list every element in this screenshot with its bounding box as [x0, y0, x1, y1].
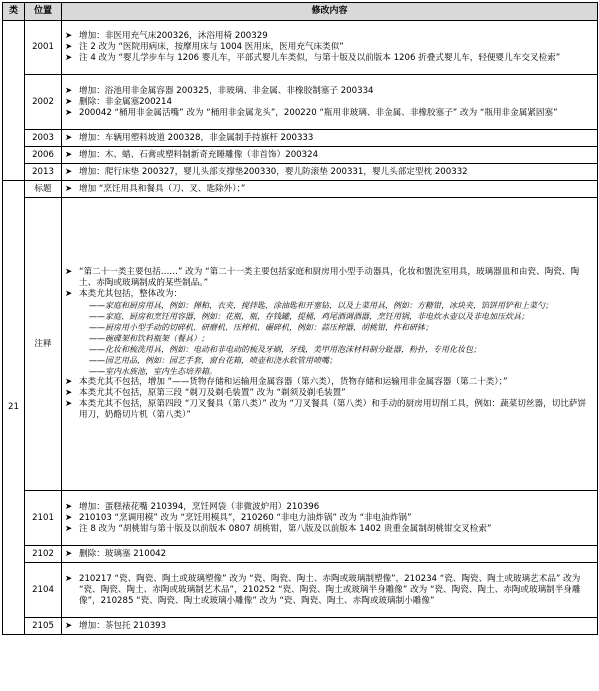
position-cell: 2006 [25, 147, 62, 164]
arrow-bullet-icon: ➤ [65, 267, 73, 277]
arrow-bullet-icon: ➤ [65, 53, 73, 63]
change-text: 200042 “桶用非金属活嘴” 改为 “桶用非金属龙头”，200220 “瓶用非玻璃、非金属、非橡胶塞子” 改为 “瓶用非金属紧固塞” [79, 107, 558, 118]
change-text: 本类尤其不包括，原第四段 “刀叉餐具（第八类）” 改为 “刀叉餐具（第八类）和手动的厨房用切削工具，例如：蔬菜切丝器，切比萨饼用刀，奶酪切片机（第八类）” [79, 399, 587, 420]
arrow-bullet-icon: ➤ [65, 512, 73, 523]
subcategory-line: ——化妆和梳洗用具，例如：电动和非电动的梳及牙刷，牙线，美甲用泡沫材料制分趾器，粉扑，专用化妆包； [89, 345, 481, 354]
change-text: 注 8 改为 “胡桃钳与第十版及以前版本 0807 胡桃钳，第八版及以前版本 1402 贵重金属制胡桃钳交叉检索” [79, 523, 492, 534]
change-text: 210217 “瓷、陶瓷、陶土或玻璃塑像” 改为 “瓷、陶瓷、陶土、赤陶或玻璃制塑像”，210234 “瓷、陶瓷、陶土或玻璃艺术品” 改为 “瓷、陶瓷、陶土、赤陶或玻璃制艺术品”，210252 “瓷、陶瓷、陶土或玻璃半身雕像” 改为 “瓷、陶瓷、陶土、赤陶或玻璃制半身雕像”，210285 “瓷、陶瓷、陶土或玻璃小雕像” 改为 “瓷、陶瓷、陶土、赤陶或玻璃制小雕像” [79, 573, 581, 606]
change-text: 删除：玻璃塞 210042 [79, 548, 167, 559]
arrow-bullet-icon: ➤ [65, 85, 73, 96]
category-cell-21: 21 [3, 181, 25, 635]
content-cell [62, 75, 598, 130]
content-cell [62, 181, 598, 198]
table-row [3, 75, 598, 130]
table-row [3, 147, 598, 164]
change-item [65, 388, 594, 399]
change-item [65, 108, 594, 119]
change-item [65, 31, 594, 42]
header-position: 位置 [25, 3, 62, 21]
change-item [65, 86, 594, 97]
content-cell [62, 546, 598, 563]
category-cell-20 [3, 21, 25, 181]
table-row [3, 491, 598, 546]
change-item [65, 502, 594, 513]
change-text: 增加：车辆用塑料坡道 200328，非金属制手持旗杆 200333 [79, 132, 314, 143]
position-cell: 2102 [25, 546, 62, 563]
change-item [65, 167, 594, 178]
arrow-bullet-icon: ➤ [65, 96, 73, 107]
content-cell [62, 618, 598, 635]
content-cell [62, 21, 598, 75]
change-item [65, 399, 594, 421]
change-item [65, 377, 594, 388]
change-text: 本类尤其不包括，增加 “——货物存储和运输用金属容器（第六类），货物存储和运输用非金属容器（第二十类）；” [79, 377, 508, 387]
change-item [65, 574, 594, 607]
position-cell: 2013 [25, 164, 62, 181]
change-item [65, 289, 594, 300]
arrow-bullet-icon: ➤ [65, 377, 73, 387]
table-row [3, 618, 598, 635]
arrow-bullet-icon: ➤ [65, 399, 73, 409]
change-item [65, 549, 594, 560]
arrow-bullet-icon: ➤ [65, 620, 73, 631]
arrow-bullet-icon: ➤ [65, 107, 73, 118]
change-text: 增加 “烹饪用具和餐具（刀、叉、匙除外）；” [79, 183, 246, 194]
header-category: 类 [3, 3, 25, 21]
change-text: 增加：木、蜡、石膏或塑料制新奇充睡雕像（非首饰）200324 [79, 149, 319, 160]
change-item [65, 42, 594, 53]
subcategory-line: ——家庭和厨房用具，例如：掸粕，衣夹，搅拌匙，涂油匙和开塞钻，以及上菜用具，例如：方糖钳，冰块夹，馅饼用铲和上菜勺； [89, 301, 553, 310]
change-item [65, 133, 594, 144]
content-cell [62, 491, 598, 546]
change-text: 增加：茶包托 210393 [79, 620, 167, 631]
change-text: 注 2 改为 “医院用病床，按摩用床与 1004 医用床，医用充气床类似” [79, 42, 344, 52]
position-cell: 2002 [25, 75, 62, 130]
position-cell: 标题 [25, 181, 62, 198]
change-text: “第二十一类主要包括……” 改为 “第二十一类主要包括家庭和厨房用小型手动器具，化妆和盥洗室用具，玻璃器皿和由瓷、陶瓷、陶土、赤陶或玻璃制成的某些制品。” [79, 267, 580, 288]
subcategory-line: ——厨房用小型手动的切碎机、研磨机、压榨机、碾碎机，例如：蒜压榨器，胡桃钳，杵和研钵； [89, 323, 433, 332]
change-item [65, 621, 594, 632]
arrow-bullet-icon: ➤ [65, 573, 73, 584]
change-text: 注 4 改为 “婴儿学步车与 1206 婴儿车，平部式婴儿车类似，与第十版及以前版本 1206 折叠式婴儿车，轻便婴儿车交叉检索” [79, 53, 561, 63]
change-item [65, 267, 594, 289]
header-content: 修改内容 [62, 3, 598, 21]
arrow-bullet-icon: ➤ [65, 289, 73, 299]
content-cell [62, 563, 598, 618]
change-item [65, 150, 594, 161]
content-cell [62, 164, 598, 181]
arrow-bullet-icon: ➤ [65, 548, 73, 559]
arrow-bullet-icon: ➤ [65, 183, 73, 194]
position-cell: 2101 [25, 491, 62, 546]
change-text: 增加：蛋糕裱花嘴 210394，烹饪网袋（非微波炉用）210396 [79, 501, 320, 512]
change-item [65, 524, 594, 535]
change-item [65, 53, 594, 64]
table-row [3, 130, 598, 147]
change-item [65, 97, 594, 108]
notes-content-cell [62, 198, 598, 491]
arrow-bullet-icon: ➤ [65, 31, 73, 41]
change-item [65, 184, 594, 195]
table-row [3, 181, 598, 198]
arrow-bullet-icon: ➤ [65, 42, 73, 52]
table-row [3, 563, 598, 618]
subcategory-line: ——碗碟架和饮料瓶架（餐具）； [89, 334, 209, 343]
revision-table [2, 2, 598, 635]
arrow-bullet-icon: ➤ [65, 523, 73, 534]
subcategory-line: ——室内水族池，室内生态培养箱。 [89, 367, 217, 376]
change-text: 增加：非医用充气床200326，沐浴用椅 200329 [79, 31, 268, 41]
change-item [65, 513, 594, 524]
change-text: 210103 “烹调用模” 改为 “烹饪用模具”，210260 “非电力油炸锅” 改为 “非电油炸锅” [79, 512, 412, 523]
change-text: 增加：浴池用非金属容器 200325，非玻璃、非金属、非橡胶制塞子 200334 [79, 85, 374, 96]
arrow-bullet-icon: ➤ [65, 166, 73, 177]
arrow-bullet-icon: ➤ [65, 132, 73, 143]
position-cell: 2104 [25, 563, 62, 618]
change-text: 增加：爬行床垫 200327，婴儿头部支撑垫200330，婴儿防滚垫 200331，婴儿头部定型枕 200332 [79, 166, 468, 177]
position-cell: 2001 [25, 21, 62, 75]
subcategory-line: ——家庭、厨房和烹饪用容器，例如：花瓶，瓶，存钱罐，提桶，鸡尾酒调酒器，烹饪用锅，非电炊水壶以及非电加压炊具； [89, 312, 529, 321]
arrow-bullet-icon: ➤ [65, 149, 73, 160]
content-cell [62, 147, 598, 164]
arrow-bullet-icon: ➤ [65, 501, 73, 512]
arrow-bullet-icon: ➤ [65, 388, 73, 398]
change-text: 本类尤其不包括，原第三段 “剃刀及剃毛装置” 改为 “剃须及剃毛装置” [79, 388, 346, 398]
table-row [3, 546, 598, 563]
position-cell: 2003 [25, 130, 62, 147]
position-cell: 2105 [25, 618, 62, 635]
table-row [3, 21, 598, 75]
table-row [3, 198, 598, 491]
content-cell [62, 130, 598, 147]
change-text: 删除：非金属塞200214 [79, 96, 172, 107]
change-text: 本类尤其包括，整体改为： [79, 289, 183, 299]
header-row [3, 3, 598, 21]
revision-table-page [2, 2, 597, 635]
table-row [3, 164, 598, 181]
position-cell: 注释 [25, 198, 62, 491]
subcategory-line: ——园艺用品，例如：园艺手套，窗台花箱，喷壶和浇水软管用喷嘴； [89, 356, 337, 365]
